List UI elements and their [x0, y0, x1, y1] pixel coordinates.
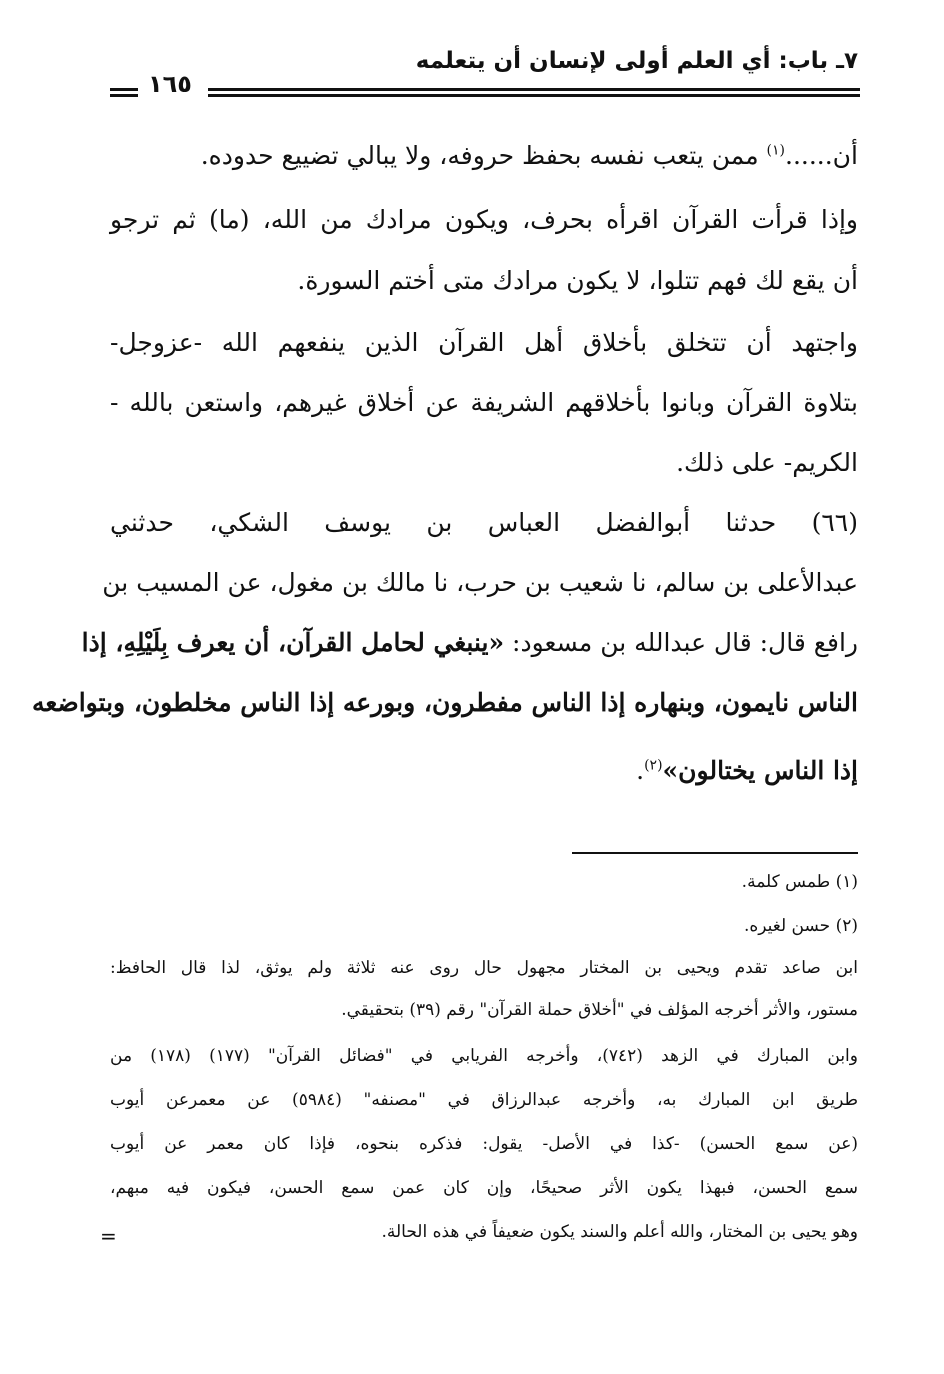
chapter-heading: ٧ـ باب: أي العلم أولى لإنسان أن يتعلمه [415, 48, 858, 74]
hadith-text-start: «ينبغي لحامل القرآن، أن يعرف بِلَيْلِهِ، إذا [81, 628, 505, 657]
body-line-1-start: أن...... [785, 141, 858, 170]
footnote-line-4: مستور، والأثر أخرجه المؤلف في "أخلاق حملة القرآن" رقم (٣٩) بتحقيقي. [341, 1000, 858, 1020]
body-line-8: عبدالأعلى بن سالم، نا شعيب بن حرب، نا مالك بن مغول، عن المسيب بن [102, 568, 858, 597]
page-number-dash-top [110, 88, 138, 91]
body-line-3: أن يقع لك فهم تتلوا، لا يكون مرادك متى أختم السورة. [297, 266, 858, 295]
footnote-line-5: وابن المبارك في الزهد (٧٤٢)، وأخرجه الفريابي في "فضائل القرآن" (١٧٧) (١٧٨) من [110, 1046, 858, 1066]
body-line-4: واجتهد أن تتخلق بأخلاق أهل القرآن الذين ينفعهم الله -عزوجل- [110, 328, 858, 357]
footnote-ref-2: (٢) [644, 757, 663, 774]
body-line-11 [110, 758, 858, 783]
footnote-2: (٢) حسن لغيره. [743, 916, 858, 936]
footnote-line-3: ابن صاعد تقدم ويحيى بن المختار مجهول حال روى عنه ثلاثة ولم يوثق، لذا قال الحافظ: [110, 958, 858, 978]
header-rule-bottom [208, 94, 860, 97]
body-line-6: الكريم- على ذلك. [676, 448, 858, 477]
body-line-5: بتلاوة القرآن وبانوا بأخلاقهم الشريفة عن أخلاق غيرهم، واستعن بالله - [110, 388, 858, 417]
body-line-7: (٦٦) حدثنا أبوالفضل العباس بن يوسف الشكي، حدثني [110, 508, 858, 537]
hadith-text-end: إذا الناس يختالون» [662, 756, 858, 785]
footnote-line-8: سمع الحسن، فبهذا يكون الأثر صحيحًا، وإن كان عمن سمع الحسن، فيكون فيه مبهم، [110, 1178, 858, 1198]
body-line-9-plain: رافع قال: قال عبدالله بن مسعود: [504, 628, 858, 657]
header-rule-top [208, 88, 860, 91]
body-line-2: وإذا قرأت القرآن اقرأه بحرف، ويكون مرادك من الله، (ما) ثم ترجو [110, 205, 858, 234]
footnote-line-7: (عن سمع الحسن) -كذا في الأصل- يقول: فذكره بنحوه، فإذا كان معمر عن أيوب [110, 1134, 858, 1154]
body-line-11-end: . [636, 756, 645, 785]
footnote-line-9: وهو يحيى بن المختار، والله أعلم والسند يكون ضعيفاً في هذه الحالة. [381, 1222, 858, 1242]
body-line-1 [110, 143, 858, 168]
page-number: ١٦٥ [148, 70, 192, 98]
body-line-10: الناس نايمون، وبنهاره إذا الناس مفطرون، وبورعه إذا الناس مخلطون، وبتواضعه [32, 688, 858, 717]
page-number-dash-bottom [110, 94, 138, 97]
footnote-ref-1: (١) [766, 142, 785, 159]
continuation-mark: = [100, 1224, 117, 1248]
body-line-9 [81, 628, 858, 657]
body-line-1-end: ممن يتعب نفسه بحفظ حروفه، ولا يبالي تضييع حدوده. [200, 141, 767, 170]
footnote-separator [572, 852, 858, 854]
footnote-line-6: طريق ابن المبارك به، وأخرجه عبدالرزاق في "مصنفه" (٥٩٨٤) عن معمرعن أيوب [110, 1090, 858, 1110]
footnote-1: (١) طمس كلمة. [741, 872, 858, 892]
